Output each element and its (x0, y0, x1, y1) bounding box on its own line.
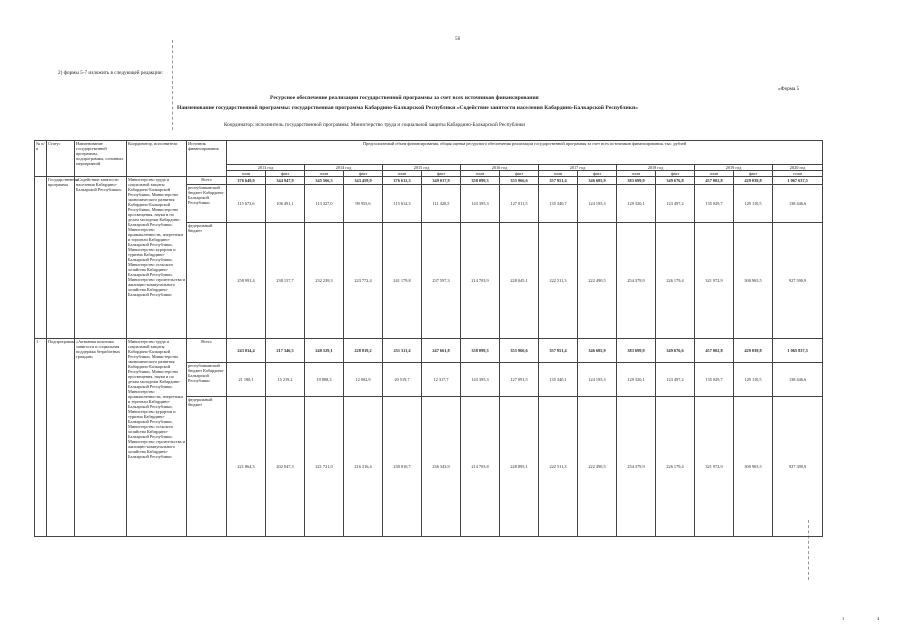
value-cell: 143 395,3 (461, 363, 500, 397)
header-sub: план (305, 171, 344, 177)
value-cell: 357 951,4 (539, 339, 578, 363)
header-sub: план (695, 171, 734, 177)
header-sub: факт (734, 171, 773, 177)
value-cell: 129 320,1 (617, 185, 656, 223)
row-status: Подпрограмма (47, 339, 75, 537)
value-cell: 236 343,9 (422, 397, 461, 537)
value-cell: 221 721,0 (305, 397, 344, 537)
header-sub: план (227, 171, 266, 177)
header-coordinator: Координатор, исполнители (127, 141, 187, 177)
value-cell: 216 316,4 (344, 397, 383, 537)
header-name: Наименование государственной программы, подпрограммы, основных мероприятий (75, 141, 127, 177)
value-cell: 241 179,8 (383, 223, 422, 339)
header-num: № п/п (35, 141, 47, 177)
row-source: Всего (187, 177, 227, 185)
row-coordinator: Министерство труда и социальной защиты Кабардино-Балкарской Республики, Министерство экономического развития Кабардино-Балкарской Республики, Министерство просвещения, науки и по делам молодежи Кабардино-Балкарской Республики, Министерство промышленности, энергетики и торговли Кабардино-Балкарской Республики, Министерство курортов и туризма Кабардино-Балкарской Республики, Министерство сельского хозяйства Кабардино-Балкарской Республики, Министерство строительства и жилищно-коммунального хозяйства Кабардино-Балкарской Республики (127, 339, 187, 537)
page-number: 56 (455, 36, 461, 42)
value-cell: 349 676,6 (656, 339, 695, 363)
value-cell: 115 673,6 (227, 185, 266, 223)
value-cell: 258 991,4 (227, 223, 266, 339)
value-cell: 228 895,1 (500, 397, 539, 537)
value-cell: 238 157,7 (266, 223, 305, 339)
value-cell: 358 099,3 (461, 339, 500, 363)
value-cell: 113 327,0 (305, 185, 344, 223)
value-cell: 138 446,6 (773, 185, 823, 223)
value-cell: 376 649,9 (227, 177, 266, 185)
value-cell: 349 017,9 (422, 177, 461, 185)
value-cell: 106 491,1 (266, 185, 305, 223)
value-cell: 383 699,9 (617, 339, 656, 363)
header-sub: факт (656, 171, 695, 177)
value-cell: 240 529,1 (305, 339, 344, 363)
header-source: Источник финансирования (187, 141, 227, 177)
header-sub: факт (344, 171, 383, 177)
value-cell: 135 340,1 (539, 363, 578, 397)
value-cell: 222 490,5 (578, 397, 617, 537)
value-cell: 127 011,5 (500, 185, 539, 223)
value-cell: 343 459,9 (344, 177, 383, 185)
header-sub: план (773, 171, 823, 177)
value-cell: 345 566,3 (305, 177, 344, 185)
value-cell: 243 034,4 (227, 339, 266, 363)
value-cell: 232 239,3 (305, 223, 344, 339)
header-year: 2013 год (227, 165, 305, 171)
value-cell: 214 703,9 (461, 223, 500, 339)
value-cell: 124 195,3 (578, 185, 617, 223)
header-span: Предполагаемый объем финансирования, общая оценка ресурсного обеспечения реализации государственной программы за счет всех источников финансирования, тыс. рублей (227, 141, 823, 165)
value-cell: 123 497,2 (656, 185, 695, 223)
header-sub: факт (266, 171, 305, 177)
value-cell: 127 091,5 (500, 363, 539, 397)
value-cell: 129 320,1 (617, 363, 656, 397)
value-cell: 226 179,4 (656, 223, 695, 339)
row-name: «Активная политика занятости и социальная поддержка безработных граждан» (75, 339, 127, 537)
header-sub: план (617, 171, 656, 177)
value-cell: 12 317,7 (422, 363, 461, 397)
header-year: 2019 год (695, 165, 773, 171)
value-cell: 300 965,5 (734, 397, 773, 537)
row-source: республиканский бюджет Кабардино-Балкарской Республики (187, 363, 227, 397)
row-coordinator: Министерство труда и социальной защиты Кабардино-Балкарской Республики, Министерство экономического развития Кабардино-Балкарской Республики, Министерство просвещения, науки и по делам молодежи Кабардино-Балкарской Республики, Министерство промышленности, энергетики и торговли Кабардино-Балкарской Республики, Министерство курортов и туризма Кабардино-Балкарской Республики, Министерство сельского хозяйства Кабардино-Балкарской Республики, Министерство строительства и жилищно-коммунального хозяйства Кабардино-Балкарской Республики (127, 177, 187, 339)
value-cell: 357 951,4 (539, 177, 578, 185)
row-source: федеральный бюджет (187, 397, 227, 537)
value-cell: 358 099,3 (461, 177, 500, 185)
value-cell: 429 039,8 (734, 339, 773, 363)
value-cell: 383 699,9 (617, 177, 656, 185)
footer-mark-1: 1 (842, 616, 845, 621)
value-cell: 321 972,9 (695, 223, 734, 339)
row-num: 1 (35, 339, 47, 537)
value-cell: 254 379,9 (617, 397, 656, 537)
value-cell: 321 972,9 (695, 397, 734, 537)
value-cell: 1 067 637,5 (773, 177, 823, 185)
row-name: «Содействие занятости населения Кабардино-Балкарской Республики» (75, 177, 127, 339)
row-source: Всего (187, 339, 227, 363)
header-year: 2017 год (539, 165, 617, 171)
value-cell: 129 110,5 (734, 363, 773, 397)
value-cell: 457 002,8 (695, 339, 734, 363)
header-sub: факт (500, 171, 539, 177)
value-cell: 223 772,4 (344, 223, 383, 339)
value-cell: 355 966,6 (500, 339, 539, 363)
intro-line: 2) формы 5-7 изложить в следующей редакции: (58, 70, 163, 76)
value-cell: 135 340,7 (539, 185, 578, 223)
header-sub: план (461, 171, 500, 177)
value-cell: 222 511,3 (539, 223, 578, 339)
value-cell: 15 219,2 (266, 363, 305, 397)
header-year: 2020 год (773, 165, 823, 171)
value-cell: 221 864,5 (227, 397, 266, 537)
value-cell: 344 947,9 (266, 177, 305, 185)
header-sub: план (383, 171, 422, 177)
value-cell: 222 490,5 (578, 223, 617, 339)
value-cell: 927 390,9 (773, 223, 823, 339)
value-cell: 214 703,8 (461, 397, 500, 537)
value-cell: 1 065 837,5 (773, 339, 823, 363)
value-cell: 20 519,7 (383, 363, 422, 397)
title-line-2: Наименование государственной программы: государственная программа Кабардино-Балкарской Республики «Содействие занятости населения Кабардино-Балкарской Республики» (177, 105, 638, 111)
value-cell: 230 810,7 (383, 397, 422, 537)
value-cell: 346 685,9 (578, 177, 617, 185)
value-cell: 349 676,8 (656, 177, 695, 185)
value-cell: 115 612,3 (383, 185, 422, 223)
value-cell: 124 195,3 (578, 363, 617, 397)
value-cell: 99 955,6 (344, 185, 383, 223)
table-row (35, 339, 823, 363)
value-cell: 138 446,6 (773, 363, 823, 397)
value-cell: 376 612,3 (383, 177, 422, 185)
value-cell: 927 390,9 (773, 397, 823, 537)
header-sub: факт (578, 171, 617, 177)
title-line-3: Координатор: исполнитель государственной программы: Министерство труда и социальной защиты Кабардино-Балкарской Республики (224, 122, 526, 128)
value-cell: 355 966,6 (500, 177, 539, 185)
row-status: Государственная программа (47, 177, 75, 339)
value-cell: 222 511,3 (539, 397, 578, 537)
header-year: 2014 год (305, 165, 383, 171)
header-year: 2015 год (383, 165, 461, 171)
value-cell: 300 965,5 (734, 223, 773, 339)
title-line-1: Ресурсное обеспечение реализации государственной программы за счет всех источников финансирования (270, 95, 539, 101)
header-year: 2016 год (461, 165, 539, 171)
value-cell: 217 346,5 (266, 339, 305, 363)
value-cell: 254 379,9 (617, 223, 656, 339)
table-row (35, 177, 823, 185)
value-cell: 346 685,9 (578, 339, 617, 363)
value-cell: 251 311,4 (383, 339, 422, 363)
value-cell: 247 661,8 (422, 339, 461, 363)
value-cell: 21 180,1 (227, 363, 266, 397)
value-cell: 429 039,8 (734, 177, 773, 185)
value-cell: 135 029,7 (695, 363, 734, 397)
value-cell: 143 395,3 (461, 185, 500, 223)
value-cell: 135 029,7 (695, 185, 734, 223)
value-cell: 123 497,2 (656, 363, 695, 397)
value-cell: 129 110,5 (734, 185, 773, 223)
row-source: республиканский бюджет Кабардино-Балкарской Республики (187, 185, 227, 223)
value-cell: 457 002,8 (695, 177, 734, 185)
row-num (35, 177, 47, 339)
header-sub: план (539, 171, 578, 177)
form-label: «Форма 5 (778, 86, 800, 92)
footer-mark-2: 4 (877, 616, 880, 621)
value-cell: 237 597,3 (422, 223, 461, 339)
value-cell: 111 420,5 (422, 185, 461, 223)
header-status: Статус (47, 141, 75, 177)
header-year: 2018 год (617, 165, 695, 171)
value-cell: 226 179,4 (656, 397, 695, 537)
margin-dash-left (172, 40, 173, 130)
row-source: федеральный бюджет (187, 223, 227, 339)
value-cell: 228 819,2 (344, 339, 383, 363)
value-cell: 12 002,9 (344, 363, 383, 397)
header-sub: факт (422, 171, 461, 177)
value-cell: 202 047,3 (266, 397, 305, 537)
value-cell: 228 045,1 (500, 223, 539, 339)
value-cell: 19 808,3 (305, 363, 344, 397)
resource-table (34, 140, 823, 537)
